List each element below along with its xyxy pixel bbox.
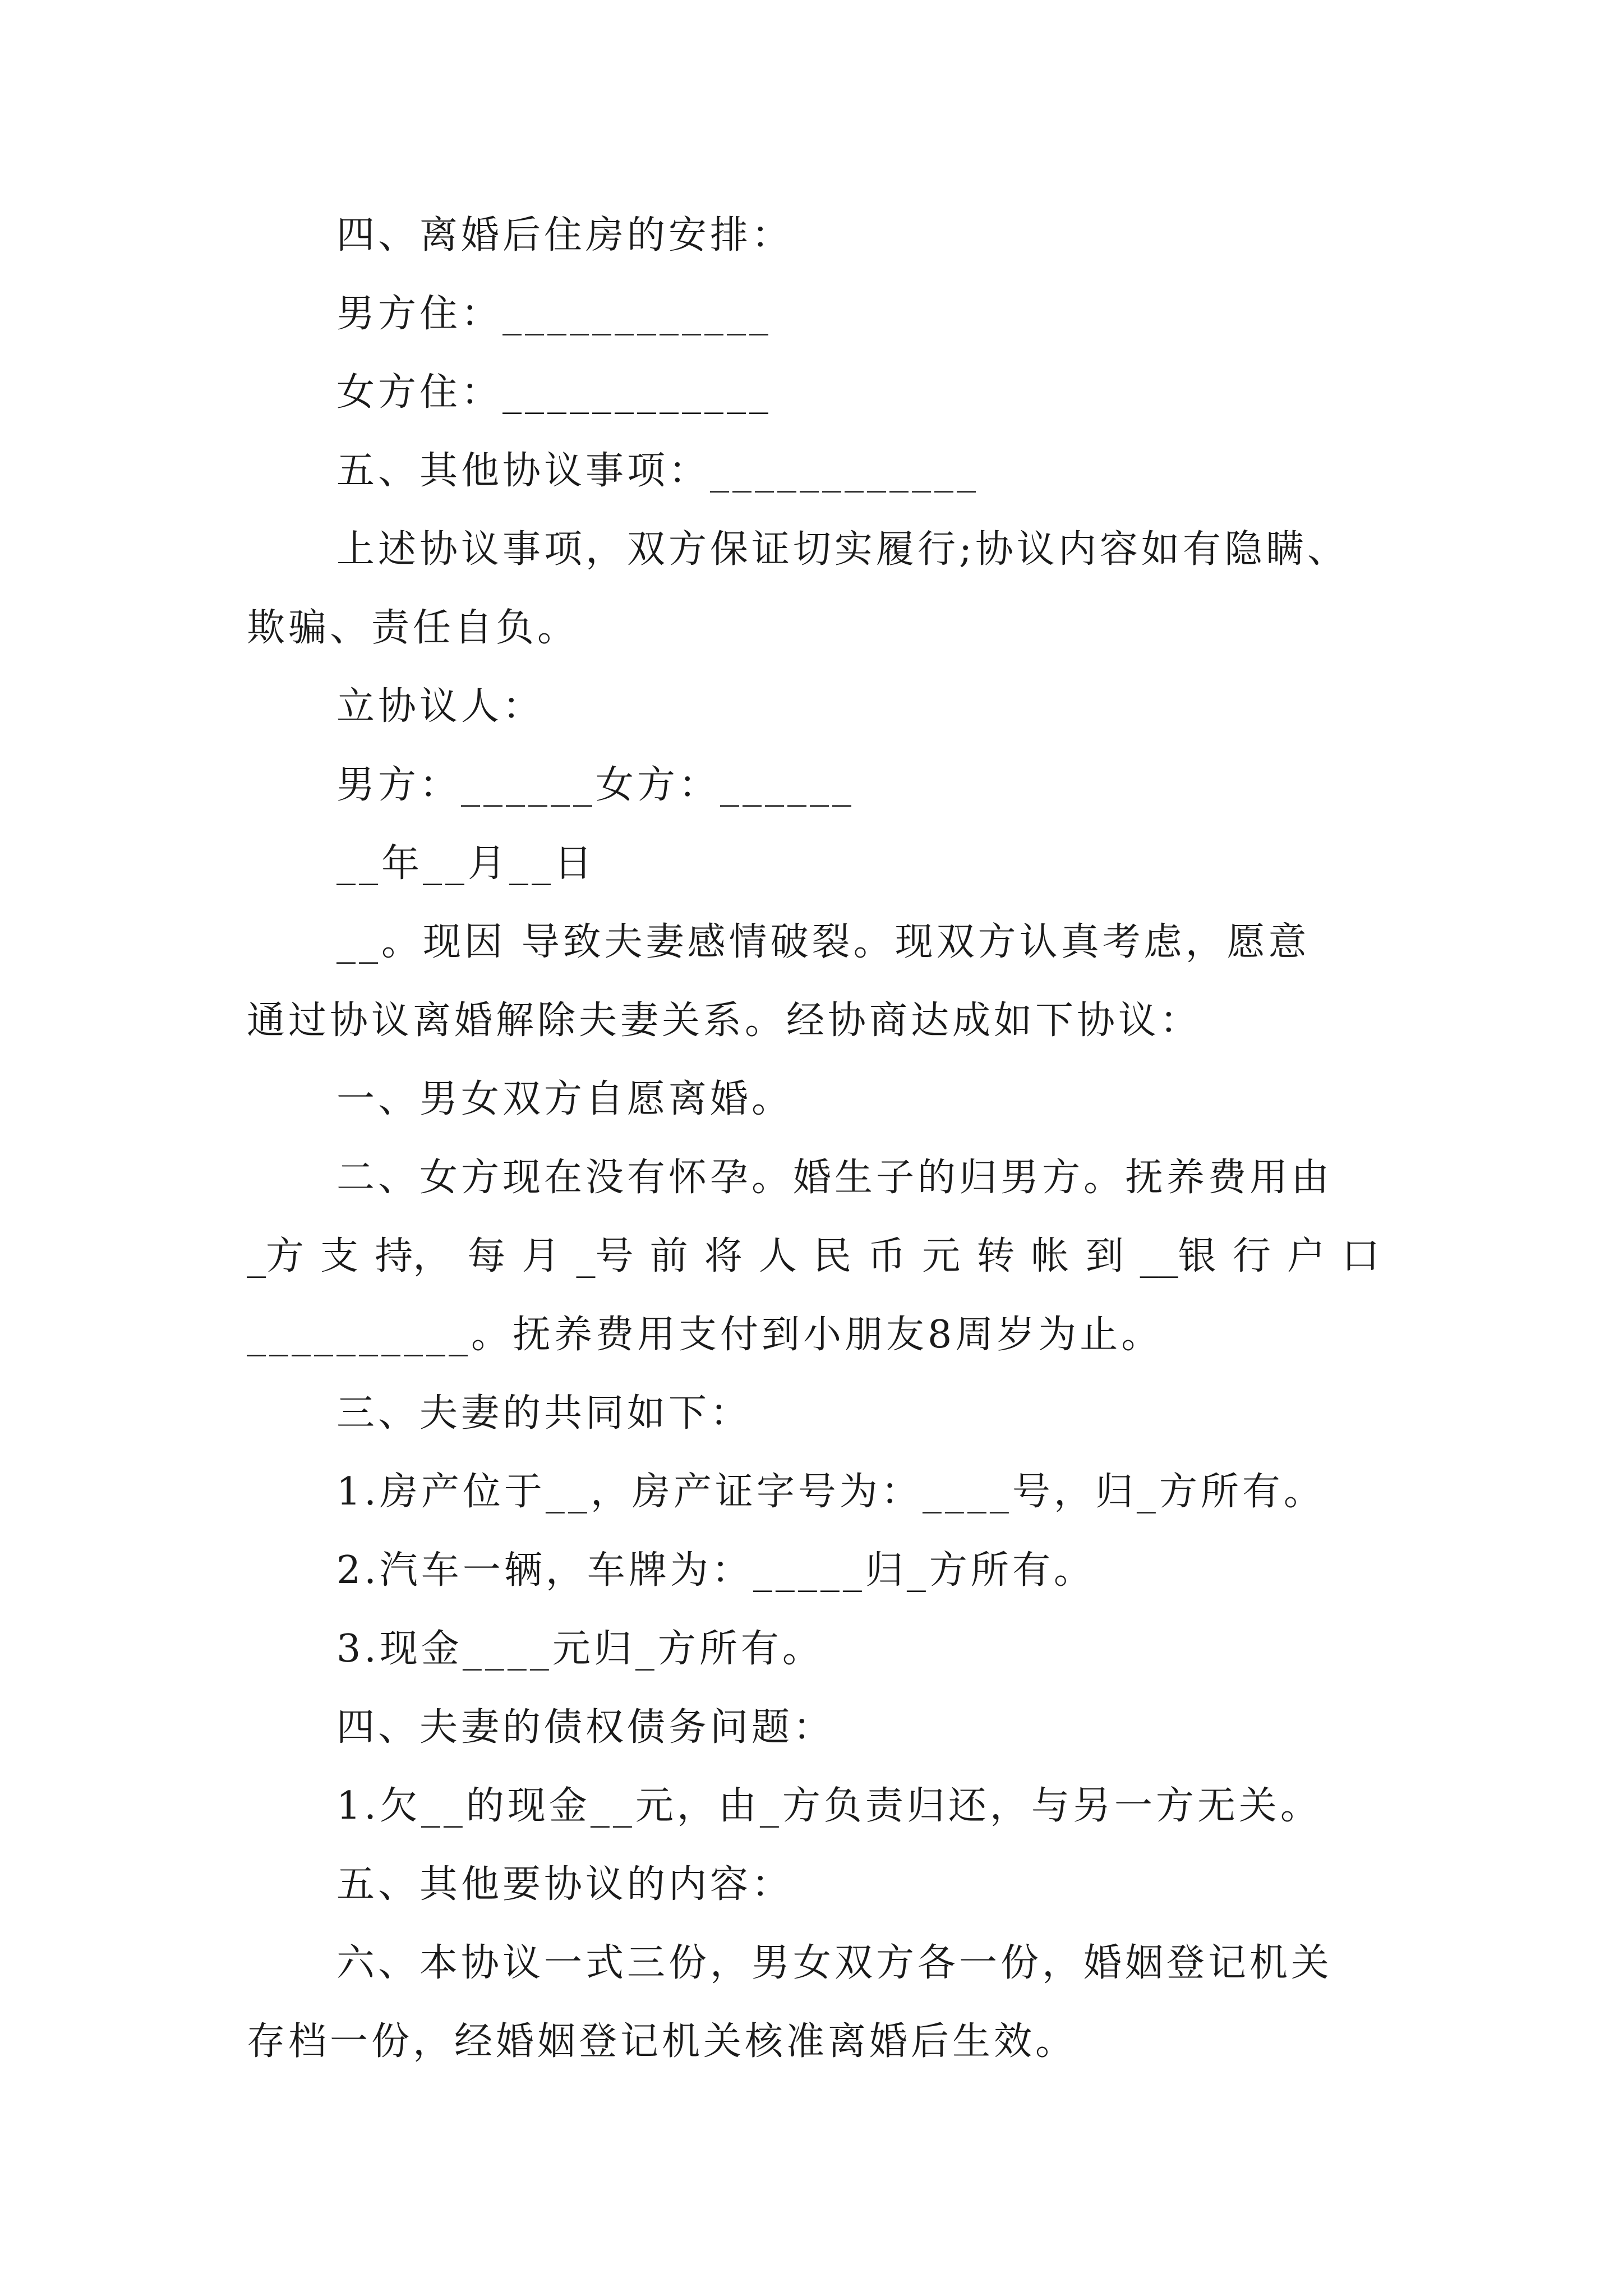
justified-part: 每 [467,1234,506,1278]
guarantee-paragraph-line-2: 欺骗、责任自负。 [247,606,579,650]
justified-part: 前 [649,1234,688,1278]
justified-part: 将 [704,1234,743,1278]
justified-part: 口 [1341,1234,1380,1278]
clause-2-line-3: __________。抚养费用支付到小朋友8周岁为止。 [247,1313,1163,1357]
justified-part: 户 [1287,1234,1325,1278]
justified-part: _方 [247,1234,305,1278]
clause-2-line-1: 二、女方现在没有怀孕。婚生子的归男方。抚养费用由 [336,1156,1333,1200]
date-line: __年__月__日 [336,841,596,886]
clause-4-heading: 四、夫妻的债权债务问题： [336,1705,835,1750]
signatories-label: 立协议人： [336,684,545,729]
justified-part: 行 [1232,1234,1271,1278]
clause-5-heading: 五、其他要协议的内容： [336,1862,794,1907]
reason-paragraph-line-1: __。现因 导致夫妻感情破裂。现双方认真考虑，愿意 [336,920,1310,964]
justified-part: 月 [522,1234,560,1278]
section-5-other-line: 五、其他协议事项：____________ [336,449,980,493]
justified-part: 到 [1085,1234,1124,1278]
justified-part: 支 [320,1234,359,1278]
justified-part: 持， [375,1234,451,1278]
female-residence-line: 女方住：____________ [336,370,772,415]
justified-part: _号 [576,1234,634,1278]
clause-3-heading: 三、夫妻的共同如下： [336,1391,752,1435]
debt-item-1: 1.欠__的现金__元，由_方负责归还，与另一方无关。 [336,1784,1322,1828]
clause-6-line-1: 六、本协议一式三份，男女双方各一份，婚姻登记机关 [336,1941,1333,1985]
section-4-heading: 四、离婚后住房的安排： [336,213,794,257]
guarantee-paragraph-line-1: 上述协议事项，双方保证切实履行;协议内容如有隐瞒、 [336,527,1349,572]
justified-part: 币 [868,1234,906,1278]
justified-part: 民 [813,1234,851,1278]
justified-part: 元 [922,1234,961,1278]
justified-part: 人 [758,1234,797,1278]
clause-1-line: 一、男女双方自愿离婚。 [336,1077,794,1121]
property-item-2: 2.汽车一辆，车牌为：_____归_方所有。 [336,1548,1095,1593]
signature-line: 男方：______女方：______ [336,763,855,807]
justified-part: 帐 [1031,1234,1069,1278]
justified-part: 转 [976,1234,1015,1278]
reason-paragraph-line-2: 通过协议离婚解除夫妻关系。经协商达成如下协议： [247,999,1202,1043]
clause-2-line-2 [247,1228,1380,1285]
clause-6-line-2: 存档一份，经婚姻登记机关核准离婚后生效。 [247,2019,1077,2064]
justified-part: __银 [1140,1234,1216,1278]
male-residence-line: 男方住：____________ [336,292,772,336]
property-item-1: 1.房产位于__，房产证字号为：____号，归_方所有。 [336,1470,1325,1514]
property-item-3: 3.现金____元归_方所有。 [336,1627,824,1671]
